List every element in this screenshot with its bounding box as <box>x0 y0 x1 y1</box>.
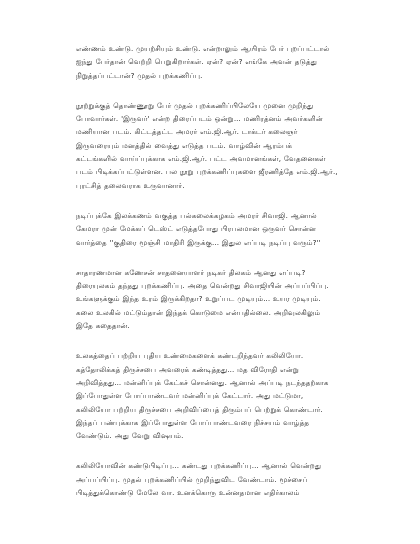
text-line: கேமரா முன் மேக்கப் டெஸ்ட் எடுத்தபோது பிரபலமான ஒருவர் சொன்ன <box>76 224 316 234</box>
text-line: திரையுலகம் தந்தது புறக்கணிப்பு. அதை வென்றது சிவாஜியின் அப்பப்பிப்பு. <box>76 281 329 291</box>
paragraph-5 <box>76 349 380 442</box>
paragraph-4 <box>76 266 380 332</box>
text-line: கலிலியோவின் கண்டுபிடிப்பு... கண்டது புறக்கணிப்பு... ஆனால் வென்றது <box>76 461 322 471</box>
text-line: அப்பப்பிப்பு. முதல் புறக்கணிப்பில் முறிந்துவிட வேண்டாம். மூச்சைப் <box>76 474 308 484</box>
text-line: உலகத்தைப் பற்றிய புதிய உண்மைகளைக் கண்டறிந்தவர் கலிலியோ. <box>76 351 304 361</box>
text-line: மணியான படம். கிட்டத்தட்ட அமரர் எம்.ஜி.ஆர். டாக்டர் கலைஞர் <box>76 127 298 137</box>
text-line: எண்ணம் உண்டு. முயற்சியும் உண்டு. என்றாலும் ஆயிரம் பேர் புறப்பட்டால் <box>76 44 330 53</box>
text-line: நடிப்புக்கே இலக்கணம் வகுத்த பல்கலைக்கழகம் அமரர் சிவாஜி. ஆனால் <box>76 210 317 220</box>
text-line: நூற்றுக்குத் தொண்ணூறு பேர் முதல் புறக்கணிப்பிலேயே முனை முறிந்து <box>76 100 314 110</box>
text-line: இந்தப் பண்புக்காக இப்போதுள்ள போப்பாண்டவரை நிச்சயம் வாழ்த்த <box>76 417 310 427</box>
text-line: புரட்சித் தலைவராக உருவானார். <box>76 180 185 190</box>
text-line: கத்தோலிக்கத் திருச்சபை அவரைக் கண்டித்தது... மத விரோதி என்று <box>76 364 299 374</box>
paragraph-3 <box>76 209 380 249</box>
text-line: பிடித்துக்கொண்டு மேலே வா. உனக்கொரு உன்னதமான எதிர்காலம் <box>76 488 300 498</box>
text-line: நிறுத்தப்பட்டான்? முதல் புறக்கணிப்பு. <box>76 70 203 80</box>
text-line: அறிவித்தது... மன்னிப்புக் கேட்கச் சொன்னது. ஆனால் அப்படி நடந்ததற்காக <box>76 377 329 387</box>
paragraph-6 <box>76 459 380 499</box>
text-line: கட்டங்களில் வாய்ப்புக்காக எம்.ஜி.ஆர். பட்ட அவமானங்கள், வேதனைகள் <box>76 154 326 164</box>
text-line: ஐந்து பேர்தான் வெற்றி பெறுகிறார்கள். ஏன்? ஏன்? எங்கே அவன் தடுத்து <box>76 57 317 67</box>
text-line: வார்த்தை ''குதிரை மூஞ்சி மாதிரி இருக்கு... இதுல எப்படி நடிப்பு வரும்?'' <box>76 237 321 247</box>
text-line: சாதாரணமான கணேசன் சாதனையாளர் நடிகர் திலகம் ஆனது எப்படி? <box>76 267 306 277</box>
text-line: கலை உலகில் மட்டும்தான் இந்தக் கொடுமை என்பதில்லை. அறிவுலகிலும் <box>76 307 321 317</box>
text-line: படம் பிடிக்கப்பட்டுள்ளன. பல நூறு புறக்கணிப்புகளை ஜீரணித்தே எம்.ஜி.ஆர்., <box>76 167 338 177</box>
text-line: இருவரையும் மனத்தில் வைத்து எடுத்த படம். வாழ்வின் ஆரம்பக் <box>76 140 293 150</box>
text-line: போவார்கள். 'இருவர்' என்ற திரைப்படம் ஒன்று... மணிரத்னம் அவர்களின் <box>76 114 323 124</box>
text-line: உங்களுக்கும் இந்த உரம் இருக்கிறதா? உறுப்பட முடியும்... உயர முடியும். <box>76 294 321 304</box>
text-line: இப்போதுள்ள போப்பாண்டவர் மன்னிப்புக் கேட்டார். அது மட்டுமா, <box>76 391 304 401</box>
text-line: இதே கதைதான். <box>76 321 130 331</box>
paragraph-1 <box>76 42 380 82</box>
text-line: கலிலியோ பற்றிய திருச்சபை அறிவிப்பைத் திரும்பப் பெற்றுக் கொண்டார். <box>76 404 323 414</box>
text-line: வேண்டும். அது வேறு விஷயம். <box>76 431 184 441</box>
paragraph-2 <box>76 99 380 192</box>
